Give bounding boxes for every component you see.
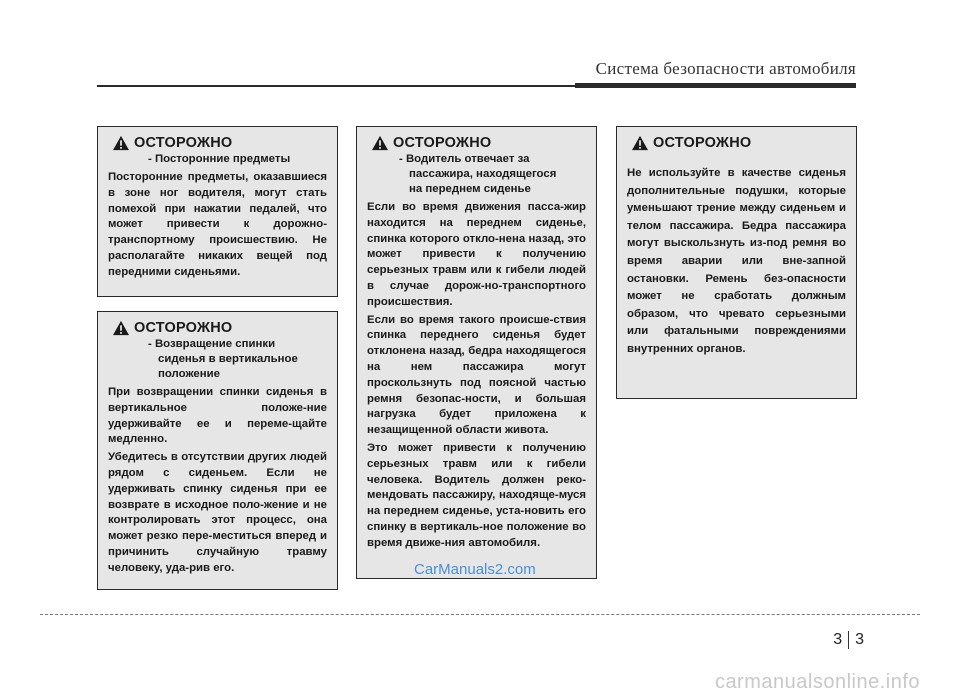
header-rule-accent bbox=[575, 83, 856, 88]
warning-header bbox=[367, 135, 586, 151]
warning-subtitle: - Водитель отвечает за bbox=[399, 153, 530, 165]
warning-subtitle-cont: пассажира, находящегося bbox=[409, 168, 557, 180]
warning-box-seatback-return bbox=[97, 311, 338, 590]
carmanuals-watermark[interactable]: CarManuals2.com bbox=[414, 561, 536, 578]
warning-header bbox=[108, 135, 327, 151]
warning-text: Убедитесь в отсутствии других людей рядом с сиденьем. Если не удерживать спинку сиденья при ее возврате в исходное поло-жение и не контролировать этот процесс, она может резко пере-меститься вперед и причинить случайную травму человеку, уда-рив его. bbox=[108, 451, 327, 574]
warning-text: Если во время движения пасса-жир находится на переднем сиденье, спинка которого откло-нена назад, это может привести к получению серьезных травм или к гибели людей в случае дорож-но-транспортного происшествия. bbox=[367, 201, 586, 308]
warning-title: ОСТОРОЖНО bbox=[653, 135, 752, 151]
warning-header bbox=[627, 135, 846, 151]
site-watermark[interactable]: carmanualsonline.info bbox=[714, 671, 920, 693]
warning-title: ОСТОРОЖНО bbox=[134, 135, 233, 151]
warning-title: ОСТОРОЖНО bbox=[393, 135, 492, 151]
header-title: Система безопасности автомобиля bbox=[595, 59, 856, 78]
warning-subtitle-cont: на переднем сиденье bbox=[409, 183, 531, 195]
page-number bbox=[833, 631, 864, 649]
warning-text: Посторонние предметы, оказавшиеся в зоне ног водителя, могут стать помехой при нажатии педалей, что может привести к дорожно-транспортному происшествию. Не располагайте никаких вещей под передними сиденьями. bbox=[108, 171, 327, 278]
warning-subtitle: - Возвращение спинки bbox=[148, 338, 276, 350]
warning-text: Это может привести к получению серьезных травм или к гибели человека. Водитель должен реко-мендовать пассажиру, находяще-муся на переднем сиденье, уста-новить его спинку в вертикаль-ное положение во время движе-ния автомобиля. bbox=[367, 441, 586, 549]
warning-box-foreign-objects bbox=[97, 126, 338, 297]
footer-rule bbox=[40, 614, 920, 615]
warning-text: Если во время такого происше-ствия спинка переднего сиденья будет отклонена назад, бедра находящегося на нем пассажира могут проскользнуть под поясной частью ремня безопас-ности, и большая нагрузка будет приложена к незащищенной области живота. bbox=[367, 313, 586, 437]
page-separator bbox=[848, 631, 849, 649]
warning-box-driver-responsibility bbox=[356, 126, 597, 579]
warning-triangle-icon bbox=[112, 320, 130, 336]
warning-box-extra-cushions bbox=[616, 126, 857, 399]
warning-text: При возвращении спинки сиденья в вертикальное положе-ние удерживайте ее и переме-щайте медленно. bbox=[108, 386, 327, 446]
warning-subtitle: - Посторонние предметы bbox=[148, 153, 291, 165]
page-section: 3 bbox=[833, 631, 843, 648]
warning-subtitle-cont: положение bbox=[158, 368, 220, 380]
warning-triangle-icon bbox=[112, 135, 130, 151]
page-index: 3 bbox=[855, 631, 864, 648]
warning-title: ОСТОРОЖНО bbox=[134, 320, 233, 336]
warning-text: Не используйте в качестве сиденья дополнительные подушки, которые уменьшают трение между сиденьем и телом пассажира. Бедра пассажира могут выскользнуть из-под ремня во время аварии или вне-запной остановки. Ремень без-опасности может не сработать должным образом, что чревато серьезными или фатальными повреждениями внутренних органов. bbox=[627, 167, 846, 355]
warning-header bbox=[108, 320, 327, 336]
warning-triangle-icon bbox=[631, 135, 649, 151]
warning-subtitle-cont: сиденья в вертикальное bbox=[158, 353, 298, 365]
warning-triangle-icon bbox=[371, 135, 389, 151]
